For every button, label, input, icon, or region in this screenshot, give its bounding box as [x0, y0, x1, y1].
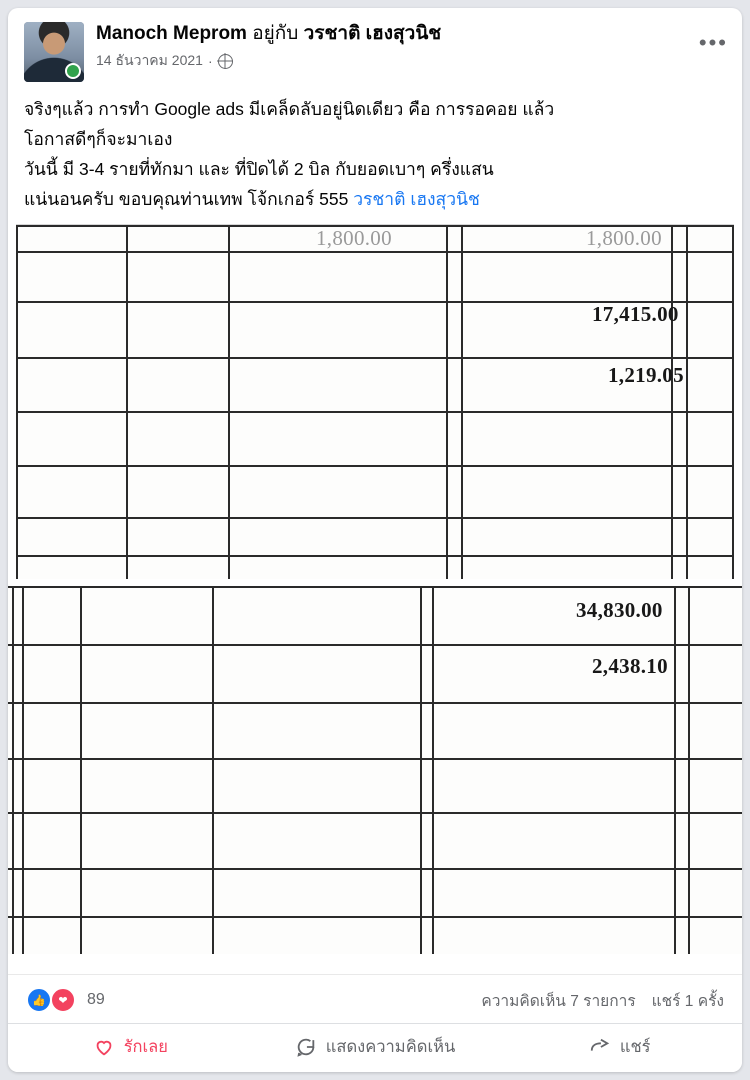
author-name[interactable]: Manoch Meprom: [96, 23, 247, 44]
comment-count[interactable]: ความคิดเห็น 7 รายการ: [481, 992, 636, 1010]
with-label: อยู่กับ: [252, 23, 299, 44]
document-amount: 2,438.10: [592, 654, 668, 678]
love-icon: ❤: [50, 987, 76, 1013]
comment-button-label: แสดงความคิดเห็น: [325, 1038, 456, 1056]
document-image-bottom: [8, 586, 742, 954]
share-icon: [589, 1036, 611, 1058]
reaction-count: 89: [87, 991, 105, 1008]
post-stats: [8, 974, 742, 1023]
like-icon: 👍: [26, 987, 52, 1013]
share-button[interactable]: [497, 1034, 742, 1060]
document-amount: 1,219.05: [608, 363, 684, 387]
co-author-name[interactable]: วรชาติ เฮงสุวนิช: [303, 23, 442, 44]
post-body-line-text: แน่นอนครับ ขอบคุณท่านเทพ โจ้กเกอร์ 555: [24, 189, 354, 209]
online-badge-icon: [65, 63, 81, 79]
facebook-post-card: [8, 8, 742, 1072]
meta-separator: ·: [207, 53, 213, 69]
share-button-label: แชร์: [619, 1038, 651, 1056]
comment-button[interactable]: [253, 1034, 498, 1060]
post-meta: [96, 50, 726, 72]
document-amount: 17,415.00: [592, 302, 679, 326]
post-body: [8, 86, 742, 224]
post-header-text: [84, 22, 726, 72]
share-count[interactable]: แชร์ 1 ครั้ง: [651, 992, 724, 1010]
post-body-line: โอกาสดีๆก็จะมาเอง: [24, 129, 173, 149]
document-image-top: [16, 224, 734, 579]
more-options-icon[interactable]: •••: [698, 30, 728, 55]
document-amount-faint: 1,800.00: [316, 226, 392, 250]
globe-icon: [218, 54, 233, 69]
post-body-line-last: [24, 184, 726, 214]
comment-icon: [295, 1036, 317, 1058]
post-stats-right: [481, 988, 724, 1013]
post-tag-link[interactable]: วรชาติ เฮงสุวนิช: [353, 189, 480, 209]
author-line: [96, 22, 728, 55]
document-amount-faint: 1,800.00: [586, 226, 662, 250]
post-body-line: จริงๆแล้ว การทำ Google ads มีเคล็ดลับอยู่นิดเดียว คือ การรอคอย แล้ว: [24, 99, 555, 119]
post-body-line: วันนี้ มี 3-4 รายที่ทักมา และ ที่ปิดได้ 2 บิล กับยอดเบาๆ ครึ่งแสน: [24, 159, 494, 179]
post-media[interactable]: [8, 224, 742, 974]
post-date[interactable]: 14 ธันวาคม 2021: [96, 52, 203, 68]
post-actions: [8, 1023, 742, 1072]
document-amount: 34,830.00: [576, 598, 663, 622]
reaction-summary[interactable]: [26, 987, 105, 1013]
post-header: [8, 8, 742, 86]
heart-icon: [93, 1036, 115, 1058]
avatar[interactable]: [24, 22, 84, 82]
like-button-label: รักเลย: [123, 1038, 168, 1056]
like-button[interactable]: [8, 1034, 253, 1060]
